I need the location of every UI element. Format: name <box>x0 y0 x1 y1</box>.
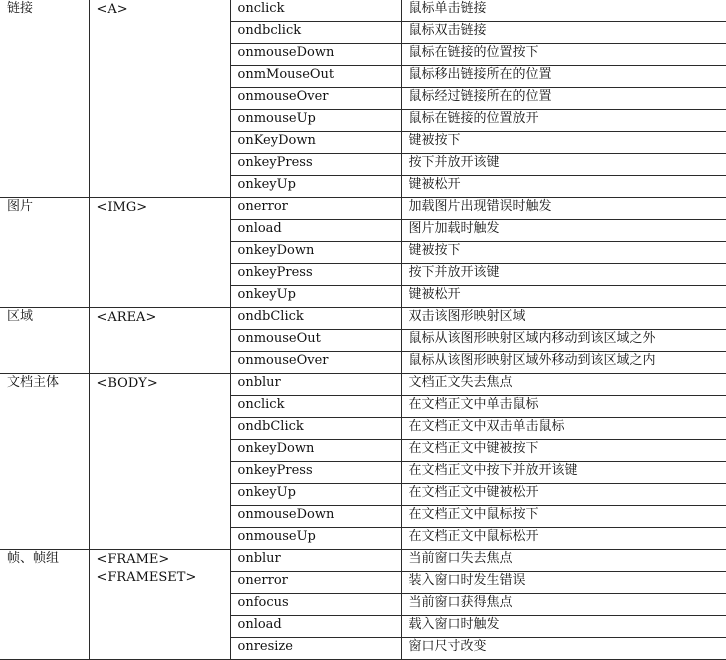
event-description-cell: 载入窗口时触发 <box>401 616 726 638</box>
event-name-cell: onload <box>230 616 401 638</box>
event-name-cell: onclick <box>230 396 401 418</box>
event-description-cell: 鼠标从该图形映射区域外移动到该区域之内 <box>401 352 726 374</box>
event-description-cell: 鼠标单击链接 <box>401 0 726 22</box>
event-description-cell: 在文档正文中鼠标松开 <box>401 528 726 550</box>
event-name-cell: onfocus <box>230 594 401 616</box>
event-name-cell: onmouseUp <box>230 110 401 132</box>
event-description-cell: 键被松开 <box>401 176 726 198</box>
event-description-cell: 在文档正文中按下并放开该键 <box>401 462 726 484</box>
event-description-cell: 键被按下 <box>401 132 726 154</box>
category-cell: 区域 <box>0 308 89 374</box>
event-name-cell: onkeyPress <box>230 154 401 176</box>
event-name-cell: ondbclick <box>230 22 401 44</box>
event-description-cell: 双击该图形映射区域 <box>401 308 726 330</box>
table-row <box>0 374 726 396</box>
event-description-cell: 按下并放开该键 <box>401 264 726 286</box>
event-description-cell: 鼠标在链接的位置放开 <box>401 110 726 132</box>
event-description-cell: 当前窗口获得焦点 <box>401 594 726 616</box>
table-row <box>0 0 726 22</box>
event-name-cell: onmouseOver <box>230 88 401 110</box>
tag-cell <box>89 374 230 550</box>
event-description-cell: 在文档正文中鼠标按下 <box>401 506 726 528</box>
event-name-cell: onkeyPress <box>230 462 401 484</box>
event-name-cell: onkeyUp <box>230 484 401 506</box>
event-description-cell: 装入窗口时发生错误 <box>401 572 726 594</box>
event-name-cell: onblur <box>230 374 401 396</box>
category-cell: 图片 <box>0 198 89 308</box>
html-tag-label: <IMG> <box>96 200 148 215</box>
tag-cell <box>89 308 230 374</box>
event-description-cell: 键被松开 <box>401 286 726 308</box>
event-name-cell: onmouseUp <box>230 528 401 550</box>
event-name-cell: onblur <box>230 550 401 572</box>
event-description-cell: 键被按下 <box>401 242 726 264</box>
event-description-cell: 文档正文失去焦点 <box>401 374 726 396</box>
event-name-cell: ondbClick <box>230 308 401 330</box>
event-description-cell: 在文档正文中键被松开 <box>401 484 726 506</box>
html-tag-label: <AREA> <box>96 310 157 325</box>
event-name-cell: onmouseDown <box>230 44 401 66</box>
event-name-cell: onerror <box>230 198 401 220</box>
event-name-cell: onresize <box>230 638 401 660</box>
event-description-cell: 鼠标经过链接所在的位置 <box>401 88 726 110</box>
event-name-cell: onKeyDown <box>230 132 401 154</box>
category-cell: 链接 <box>0 0 89 198</box>
event-name-cell: onerror <box>230 572 401 594</box>
event-name-cell: onmouseDown <box>230 506 401 528</box>
event-name-cell: onkeyDown <box>230 440 401 462</box>
tag-cell <box>89 198 230 308</box>
table-row <box>0 198 726 220</box>
html-tag-label: <FRAMESET> <box>96 570 197 585</box>
event-name-cell: onmouseOut <box>230 330 401 352</box>
event-description-cell: 当前窗口失去焦点 <box>401 550 726 572</box>
event-name-cell: onkeyUp <box>230 286 401 308</box>
event-description-cell: 在文档正文中双击单击鼠标 <box>401 418 726 440</box>
event-description-cell: 加载图片出现错误时触发 <box>401 198 726 220</box>
html-tag-label: <FRAME> <box>96 552 170 567</box>
event-name-cell: onmouseOver <box>230 352 401 374</box>
category-cell: 文档主体 <box>0 374 89 550</box>
event-description-cell: 按下并放开该键 <box>401 154 726 176</box>
tag-cell <box>89 0 230 198</box>
event-description-cell: 图片加载时触发 <box>401 220 726 242</box>
event-name-cell: onload <box>230 220 401 242</box>
event-description-cell: 鼠标在链接的位置按下 <box>401 44 726 66</box>
event-description-cell: 鼠标移出链接所在的位置 <box>401 66 726 88</box>
category-cell: 帧、帧组 <box>0 550 89 660</box>
html-tag-label: <BODY> <box>96 376 158 391</box>
tag-cell <box>89 550 230 660</box>
table-row <box>0 308 726 330</box>
event-name-cell: onkeyDown <box>230 242 401 264</box>
table-row <box>0 550 726 572</box>
event-description-cell: 在文档正文中单击鼠标 <box>401 396 726 418</box>
event-name-cell: onclick <box>230 0 401 22</box>
event-name-cell: onmMouseOut <box>230 66 401 88</box>
event-name-cell: onkeyUp <box>230 176 401 198</box>
event-description-cell: 鼠标从该图形映射区域内移动到该区域之外 <box>401 330 726 352</box>
html-tag-label: <A> <box>96 2 128 17</box>
event-description-cell: 窗口尺寸改变 <box>401 638 726 660</box>
event-description-cell: 在文档正文中键被按下 <box>401 440 726 462</box>
event-name-cell: onkeyPress <box>230 264 401 286</box>
event-name-cell: ondbClick <box>230 418 401 440</box>
event-description-cell: 鼠标双击链接 <box>401 22 726 44</box>
